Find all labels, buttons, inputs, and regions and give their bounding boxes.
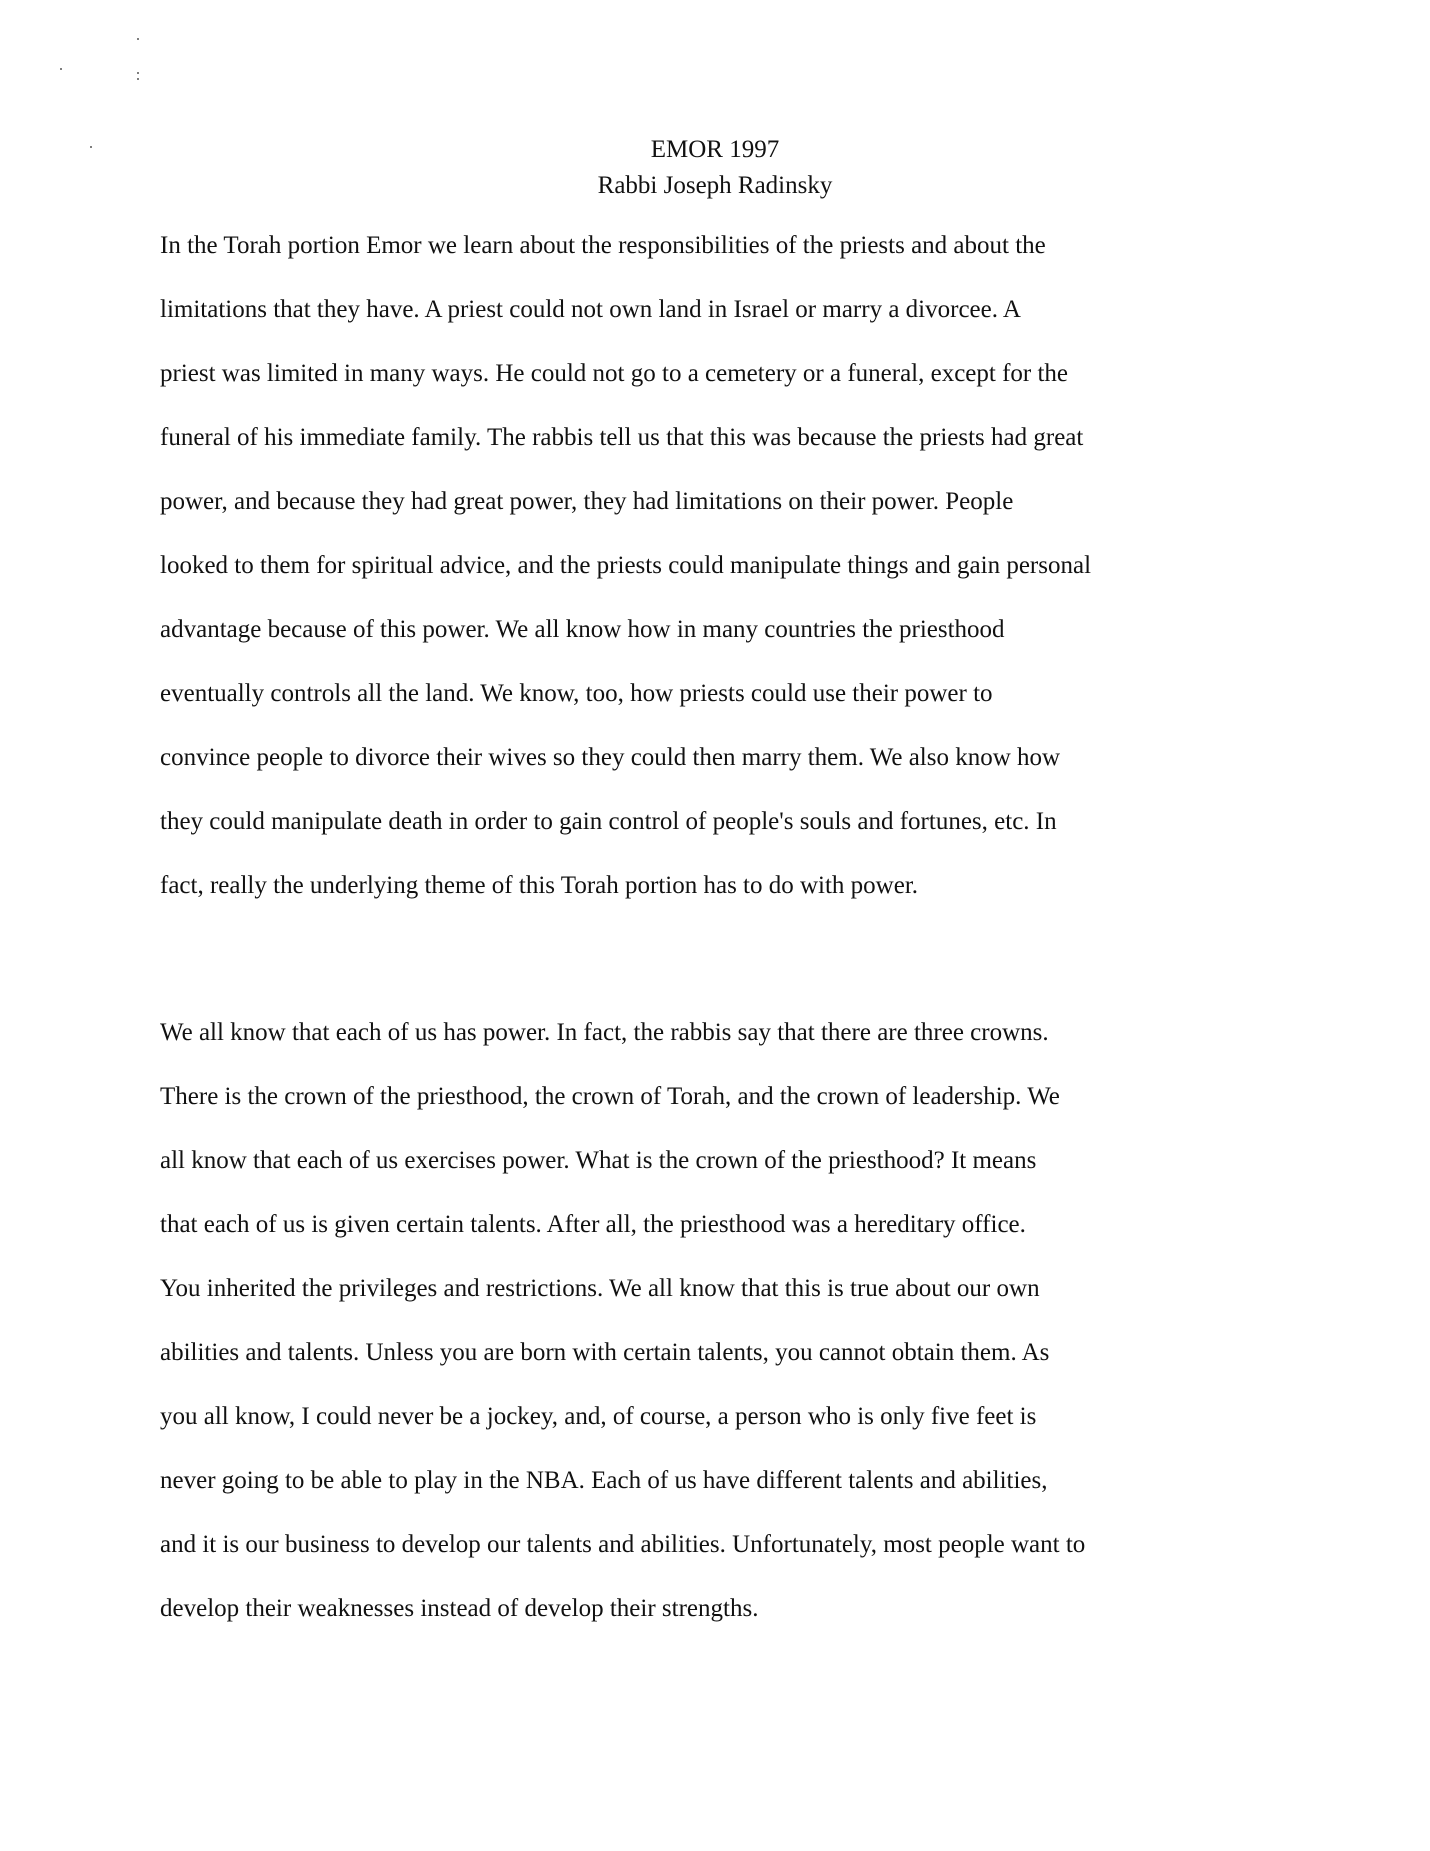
text-line: power, and because they had great power, they had limitations on their power. People [160, 488, 1014, 515]
scan-speck [137, 72, 139, 74]
text-line: you all know, I could never be a jockey, and, of course, a person who is only five feet is [160, 1403, 1037, 1430]
text-line: eventually controls all the land. We know, too, how priests could use their power to [160, 680, 993, 707]
text-line: never going to be able to play in the NBA. Each of us have different talents and abilities, [160, 1467, 1048, 1494]
text-line: fact, really the underlying theme of this Torah portion has to do with power. [160, 872, 919, 899]
text-line: develop their weaknesses instead of develop their strengths. [160, 1595, 759, 1622]
scan-speck [137, 38, 139, 40]
text-line: and it is our business to develop our talents and abilities. Unfortunately, most people want to [160, 1531, 1086, 1558]
text-line: You inherited the privileges and restrictions. We all know that this is true about our own [160, 1275, 1040, 1302]
scan-speck [137, 78, 139, 80]
scan-speck [60, 68, 62, 70]
text-line: convince people to divorce their wives so they could then marry them. We also know how [160, 744, 1061, 771]
text-line: limitations that they have. A priest could not own land in Israel or marry a divorcee. A [160, 296, 1021, 323]
text-line: advantage because of this power. We all know how in many countries the priesthood [160, 616, 1005, 643]
text-line: We all know that each of us has power. In fact, the rabbis say that there are three crowns. [160, 1019, 1049, 1046]
document-title: EMOR 1997 [650, 136, 780, 163]
document-author: Rabbi Joseph Radinsky [597, 172, 833, 199]
paragraph-2 [160, 1001, 1285, 1641]
text-line: that each of us is given certain talents. After all, the priesthood was a hereditary office. [160, 1211, 1026, 1238]
text-line: There is the crown of the priesthood, the crown of Torah, and the crown of leadership. We [160, 1083, 1060, 1110]
text-line: all know that each of us exercises power. What is the crown of the priesthood? It means [160, 1147, 1037, 1174]
text-line: funeral of his immediate family. The rabbis tell us that this was because the priests had great [160, 424, 1084, 451]
text-line: looked to them for spiritual advice, and the priests could manipulate things and gain personal [160, 552, 1092, 579]
text-line: In the Torah portion Emor we learn about the responsibilities of the priests and about the [160, 232, 1046, 259]
text-line: priest was limited in many ways. He could not go to a cemetery or a funeral, except for the [160, 360, 1069, 387]
text-line: abilities and talents. Unless you are born with certain talents, you cannot obtain them. As [160, 1339, 1050, 1366]
document-header [0, 132, 1430, 204]
text-line: they could manipulate death in order to gain control of people's souls and fortunes, etc. In [160, 808, 1057, 835]
paragraph-1 [160, 214, 1285, 918]
